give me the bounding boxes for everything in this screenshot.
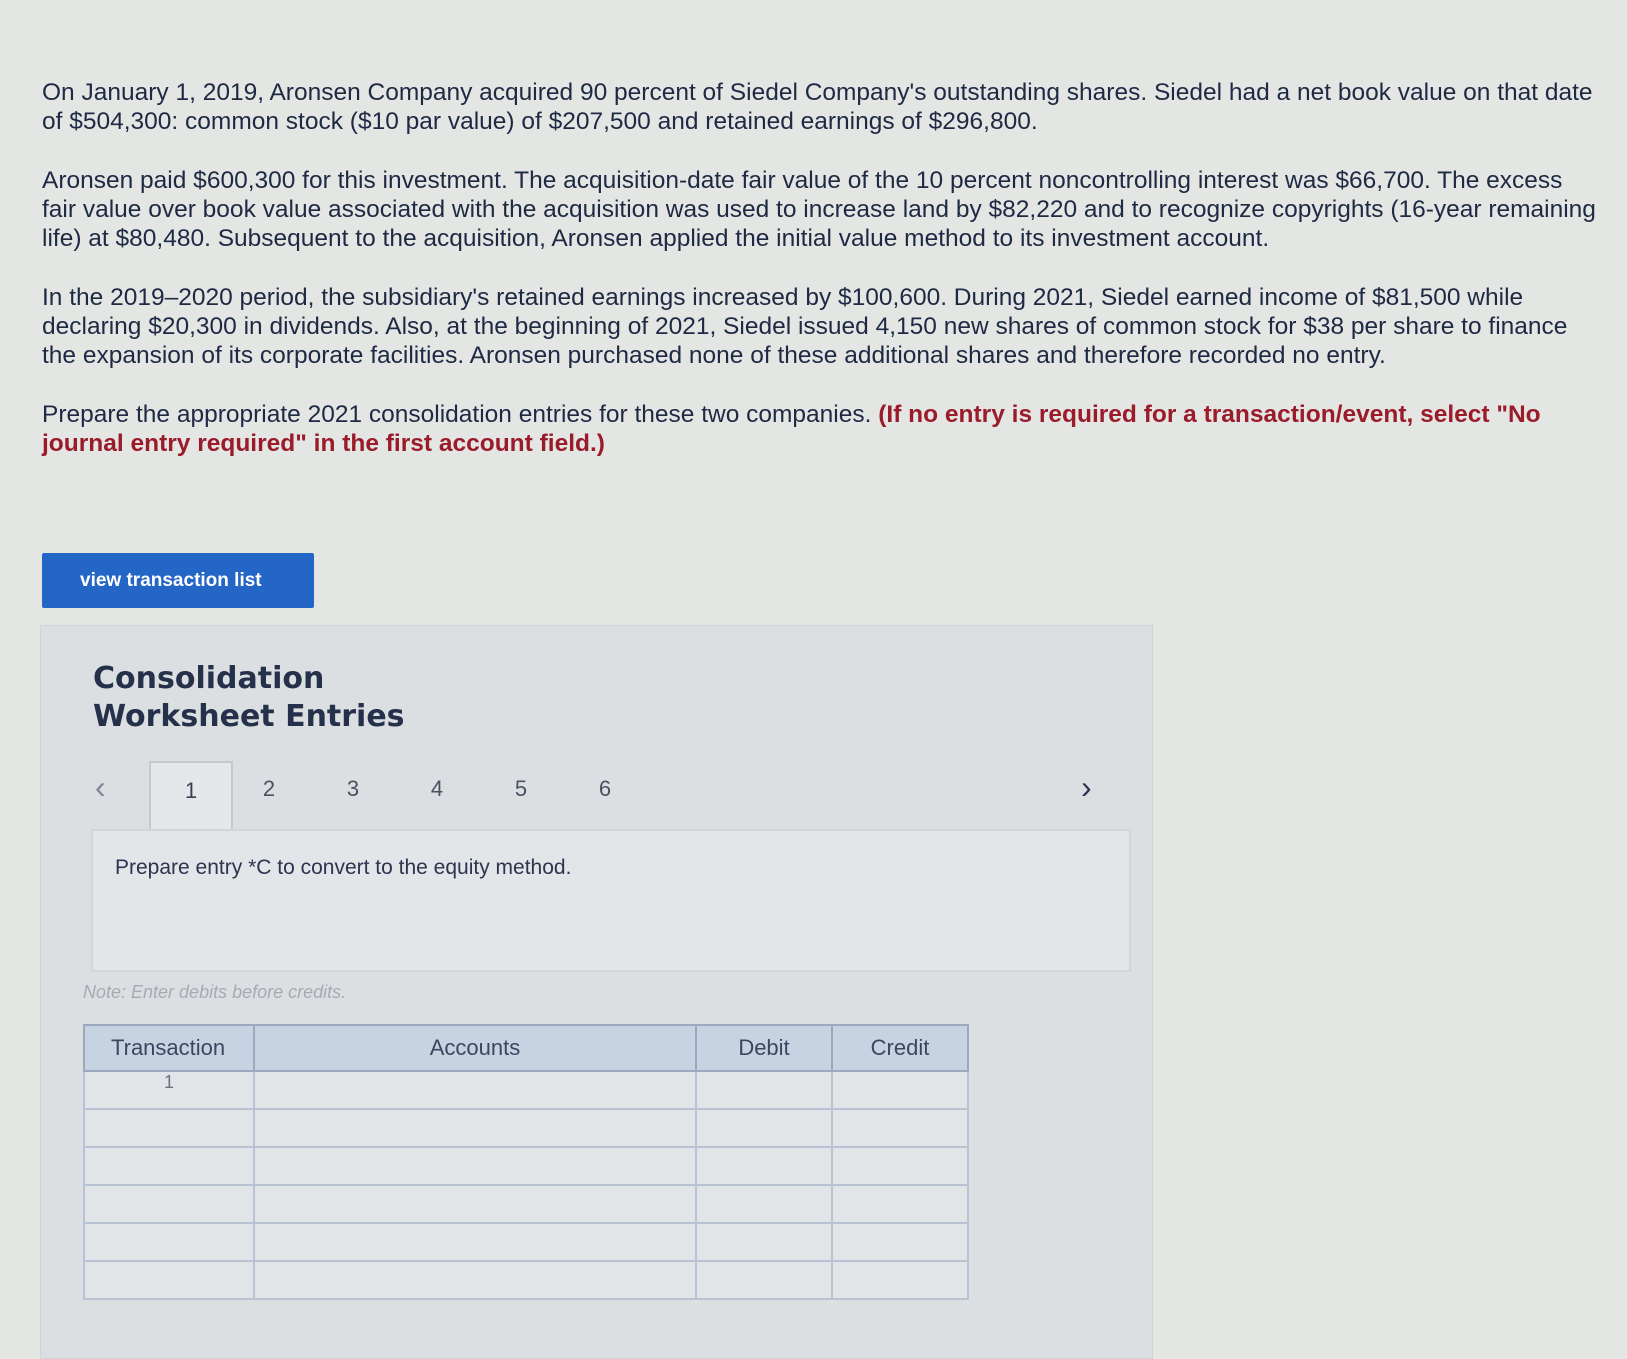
credit-cell[interactable] [832,1071,968,1109]
debit-input[interactable] [697,1148,831,1184]
header-transaction: Transaction [84,1025,254,1071]
debit-input[interactable] [697,1110,831,1146]
panel-title-line-1: Consolidation [93,661,325,696]
transaction-cell: 1 [84,1071,254,1109]
account-select[interactable] [254,1147,696,1185]
credit-input[interactable] [833,1262,967,1298]
account-input[interactable] [255,1186,695,1222]
table-row [84,1261,968,1299]
tab-1[interactable]: 1 [149,761,233,829]
debit-input[interactable] [697,1072,831,1108]
problem-paragraph-3: In the 2019–2020 period, the subsidiary's retained earnings increased by $100,600. During 2021, Siedel earned income of $81,500 while declaring $20,300 in dividends. Also, at the beginning of 2021, Siedel issued 4,150 new shares of common stock for $38 per share to finance the expansion of its corporate facilities. Aronsen purchased none of these additional shares and therefore recorded no entry. [42,284,1568,369]
account-select[interactable] [254,1185,696,1223]
debits-credits-note: Note: Enter debits before credits. [83,982,347,1002]
transaction-cell [84,1185,254,1223]
account-select[interactable] [254,1261,696,1299]
debit-cell[interactable] [696,1261,832,1299]
account-select[interactable] [254,1109,696,1147]
credit-cell[interactable] [832,1109,968,1147]
credit-cell[interactable] [832,1185,968,1223]
journal-entry-table [83,1024,969,1300]
debit-cell[interactable] [696,1147,832,1185]
panel-title [93,660,405,736]
tab-2[interactable]: 2 [262,776,276,801]
credit-input[interactable] [833,1148,967,1184]
table-row [84,1071,968,1109]
debit-input[interactable] [697,1186,831,1222]
header-accounts: Accounts [254,1025,696,1071]
chevron-right-icon[interactable]: › [1081,769,1092,805]
account-input[interactable] [255,1262,695,1298]
debit-input[interactable] [697,1262,831,1298]
credit-cell[interactable] [832,1147,968,1185]
debit-cell[interactable] [696,1071,832,1109]
problem-instruction [42,400,1597,458]
account-input[interactable] [255,1072,695,1108]
chevron-left-icon[interactable]: ‹ [95,769,106,805]
credit-cell[interactable] [832,1261,968,1299]
credit-input[interactable] [833,1110,967,1146]
account-input[interactable] [255,1148,695,1184]
consolidation-panel [40,625,1153,1359]
instruction-note: (If no entry is required for a transaction/event, select "No journal entry required" in the first account field.) [42,401,1541,457]
table-header-row [84,1025,968,1071]
tab-5[interactable]: 5 [514,776,528,801]
account-select[interactable] [254,1071,696,1109]
tab-3[interactable]: 3 [346,776,360,801]
view-transaction-list-button[interactable]: view transaction list [42,553,314,608]
account-input[interactable] [255,1110,695,1146]
account-select[interactable] [254,1223,696,1261]
tab-4[interactable]: 4 [430,776,444,801]
problem-paragraph-1: On January 1, 2019, Aronsen Company acquired 90 percent of Siedel Company's outstanding shares. Siedel had a net book value on that date of $504,300: common stock ($10 par value) of $207,500 and retained earnings of $296,800. [42,79,1593,135]
account-input[interactable] [255,1224,695,1260]
panel-title-line-2: Worksheet Entries [93,699,405,734]
table-row [84,1185,968,1223]
table-row [84,1223,968,1261]
transaction-cell [84,1261,254,1299]
header-debit: Debit [696,1025,832,1071]
credit-input[interactable] [833,1186,967,1222]
transaction-cell [84,1109,254,1147]
tab-6[interactable]: 6 [598,776,612,801]
transaction-cell [84,1223,254,1261]
debit-cell[interactable] [696,1185,832,1223]
debit-cell[interactable] [696,1109,832,1147]
header-credit: Credit [832,1025,968,1071]
debit-cell[interactable] [696,1223,832,1261]
debit-input[interactable] [697,1224,831,1260]
credit-input[interactable] [833,1072,967,1108]
problem-paragraph-2: Aronsen paid $600,300 for this investment. The acquisition-date fair value of the 10 percent noncontrolling interest was $66,700. The excess fair value over book value associated with the acquisition was used to increase land by $82,220 and to recognize copyrights (16-year remaining life) at $80,480. Subsequent to the acquisition, Aronsen applied the initial value method to its investment account. [42,167,1596,252]
credit-cell[interactable] [832,1223,968,1261]
credit-input[interactable] [833,1224,967,1260]
entry-prompt: Prepare entry *C to convert to the equity method. [115,856,572,879]
entry-prompt-box [91,829,1131,972]
transaction-cell [84,1147,254,1185]
problem-statement [42,78,1597,458]
instruction-text: Prepare the appropriate 2021 consolidation entries for these two companies. [42,401,872,428]
table-row [84,1147,968,1185]
table-row [84,1109,968,1147]
